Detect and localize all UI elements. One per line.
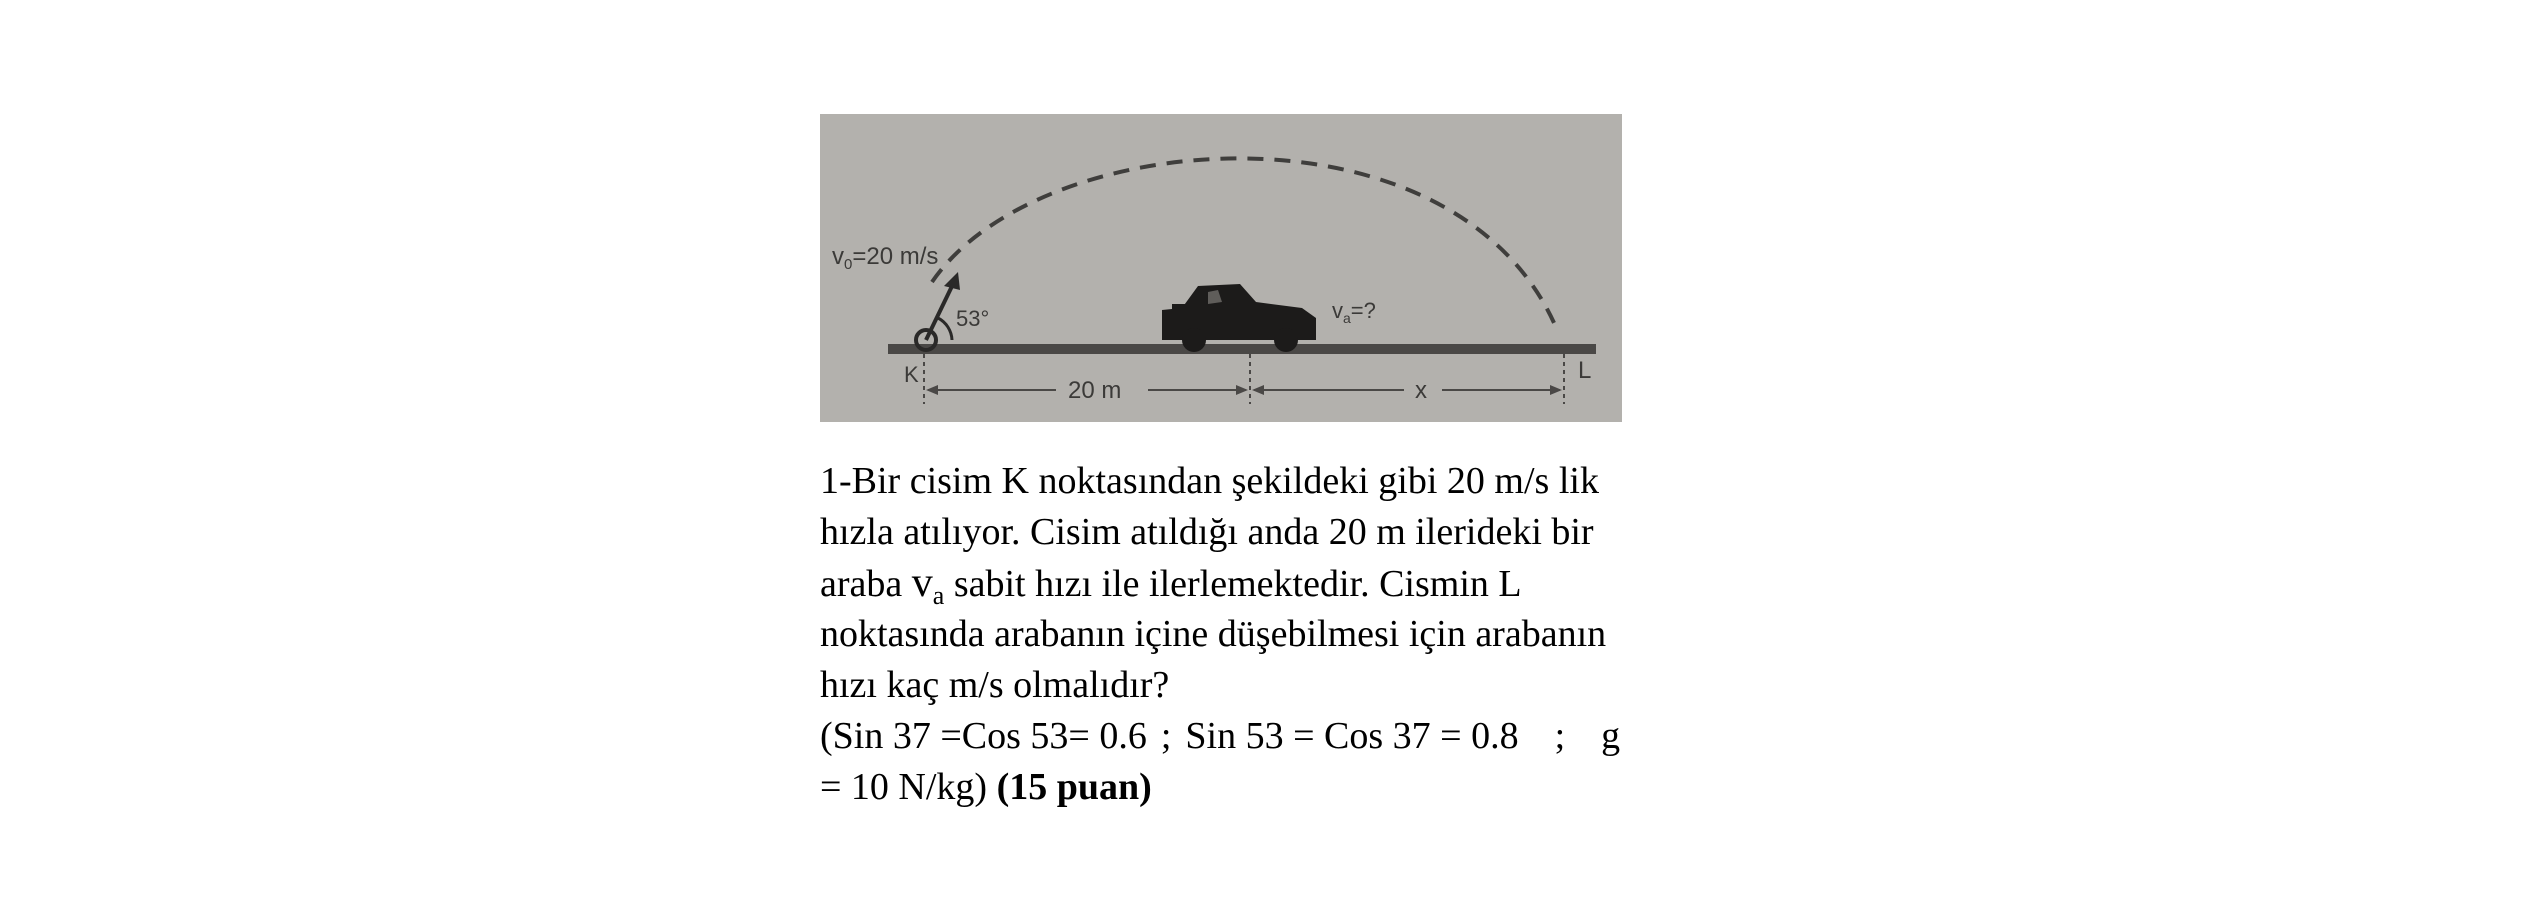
velocity-arrowhead <box>944 272 960 290</box>
distance-x-label: x <box>1415 377 1427 404</box>
point-l-label: L <box>1578 357 1592 384</box>
gravity-value: = 10 N/kg) <box>820 766 988 808</box>
trig-values-1: (Sin 37 =Cos 53= 0.6 <box>820 715 1147 757</box>
angle-arc <box>938 318 952 340</box>
projectile-figure <box>820 114 1622 422</box>
gravity-symbol: g <box>1601 715 1621 757</box>
question-line-5: hızı kaç m/s olmalıdır? <box>820 664 1170 706</box>
va-symbol: v <box>911 560 933 606</box>
v0-label: $v_0=20$ m/s <box>832 243 939 273</box>
distance-20m-label: 20 m <box>1068 377 1122 404</box>
point-k-label: K <box>904 362 919 387</box>
dimension-x <box>1252 385 1562 395</box>
question-line-4: noktasında arabanın içine düşebilmesi için arabanın <box>820 613 1607 655</box>
car <box>1162 284 1316 352</box>
va-label: $v_a=$? <box>1332 298 1376 326</box>
trig-values-2: Sin 53 = Cos 37 = 0.8 <box>1185 715 1519 757</box>
question-line-1: 1-Bir cisim K noktasından şekildeki gibi 20 m/s lik <box>820 460 1599 502</box>
angle-label: 53° <box>956 306 990 331</box>
projectile-diagram <box>820 114 1622 422</box>
separator-1: ; <box>1160 715 1172 757</box>
question-line-6 <box>820 711 1720 762</box>
question-line-3-start: araba <box>820 563 912 605</box>
question-line-3 <box>820 558 1720 609</box>
va-subscript: a <box>932 581 945 610</box>
question-line-3-end: sabit hızı ile ilerlemektedir. Cismin L <box>944 563 1522 605</box>
points-label: (15 puan) <box>996 766 1152 808</box>
ground-line <box>888 344 1596 354</box>
question-line-7 <box>820 762 1720 813</box>
separator-2: ; <box>1554 715 1566 757</box>
question-line-2: hızla atılıyor. Cisim atıldığı anda 20 m ilerideki bir <box>820 511 1594 553</box>
question-text <box>820 456 1720 813</box>
